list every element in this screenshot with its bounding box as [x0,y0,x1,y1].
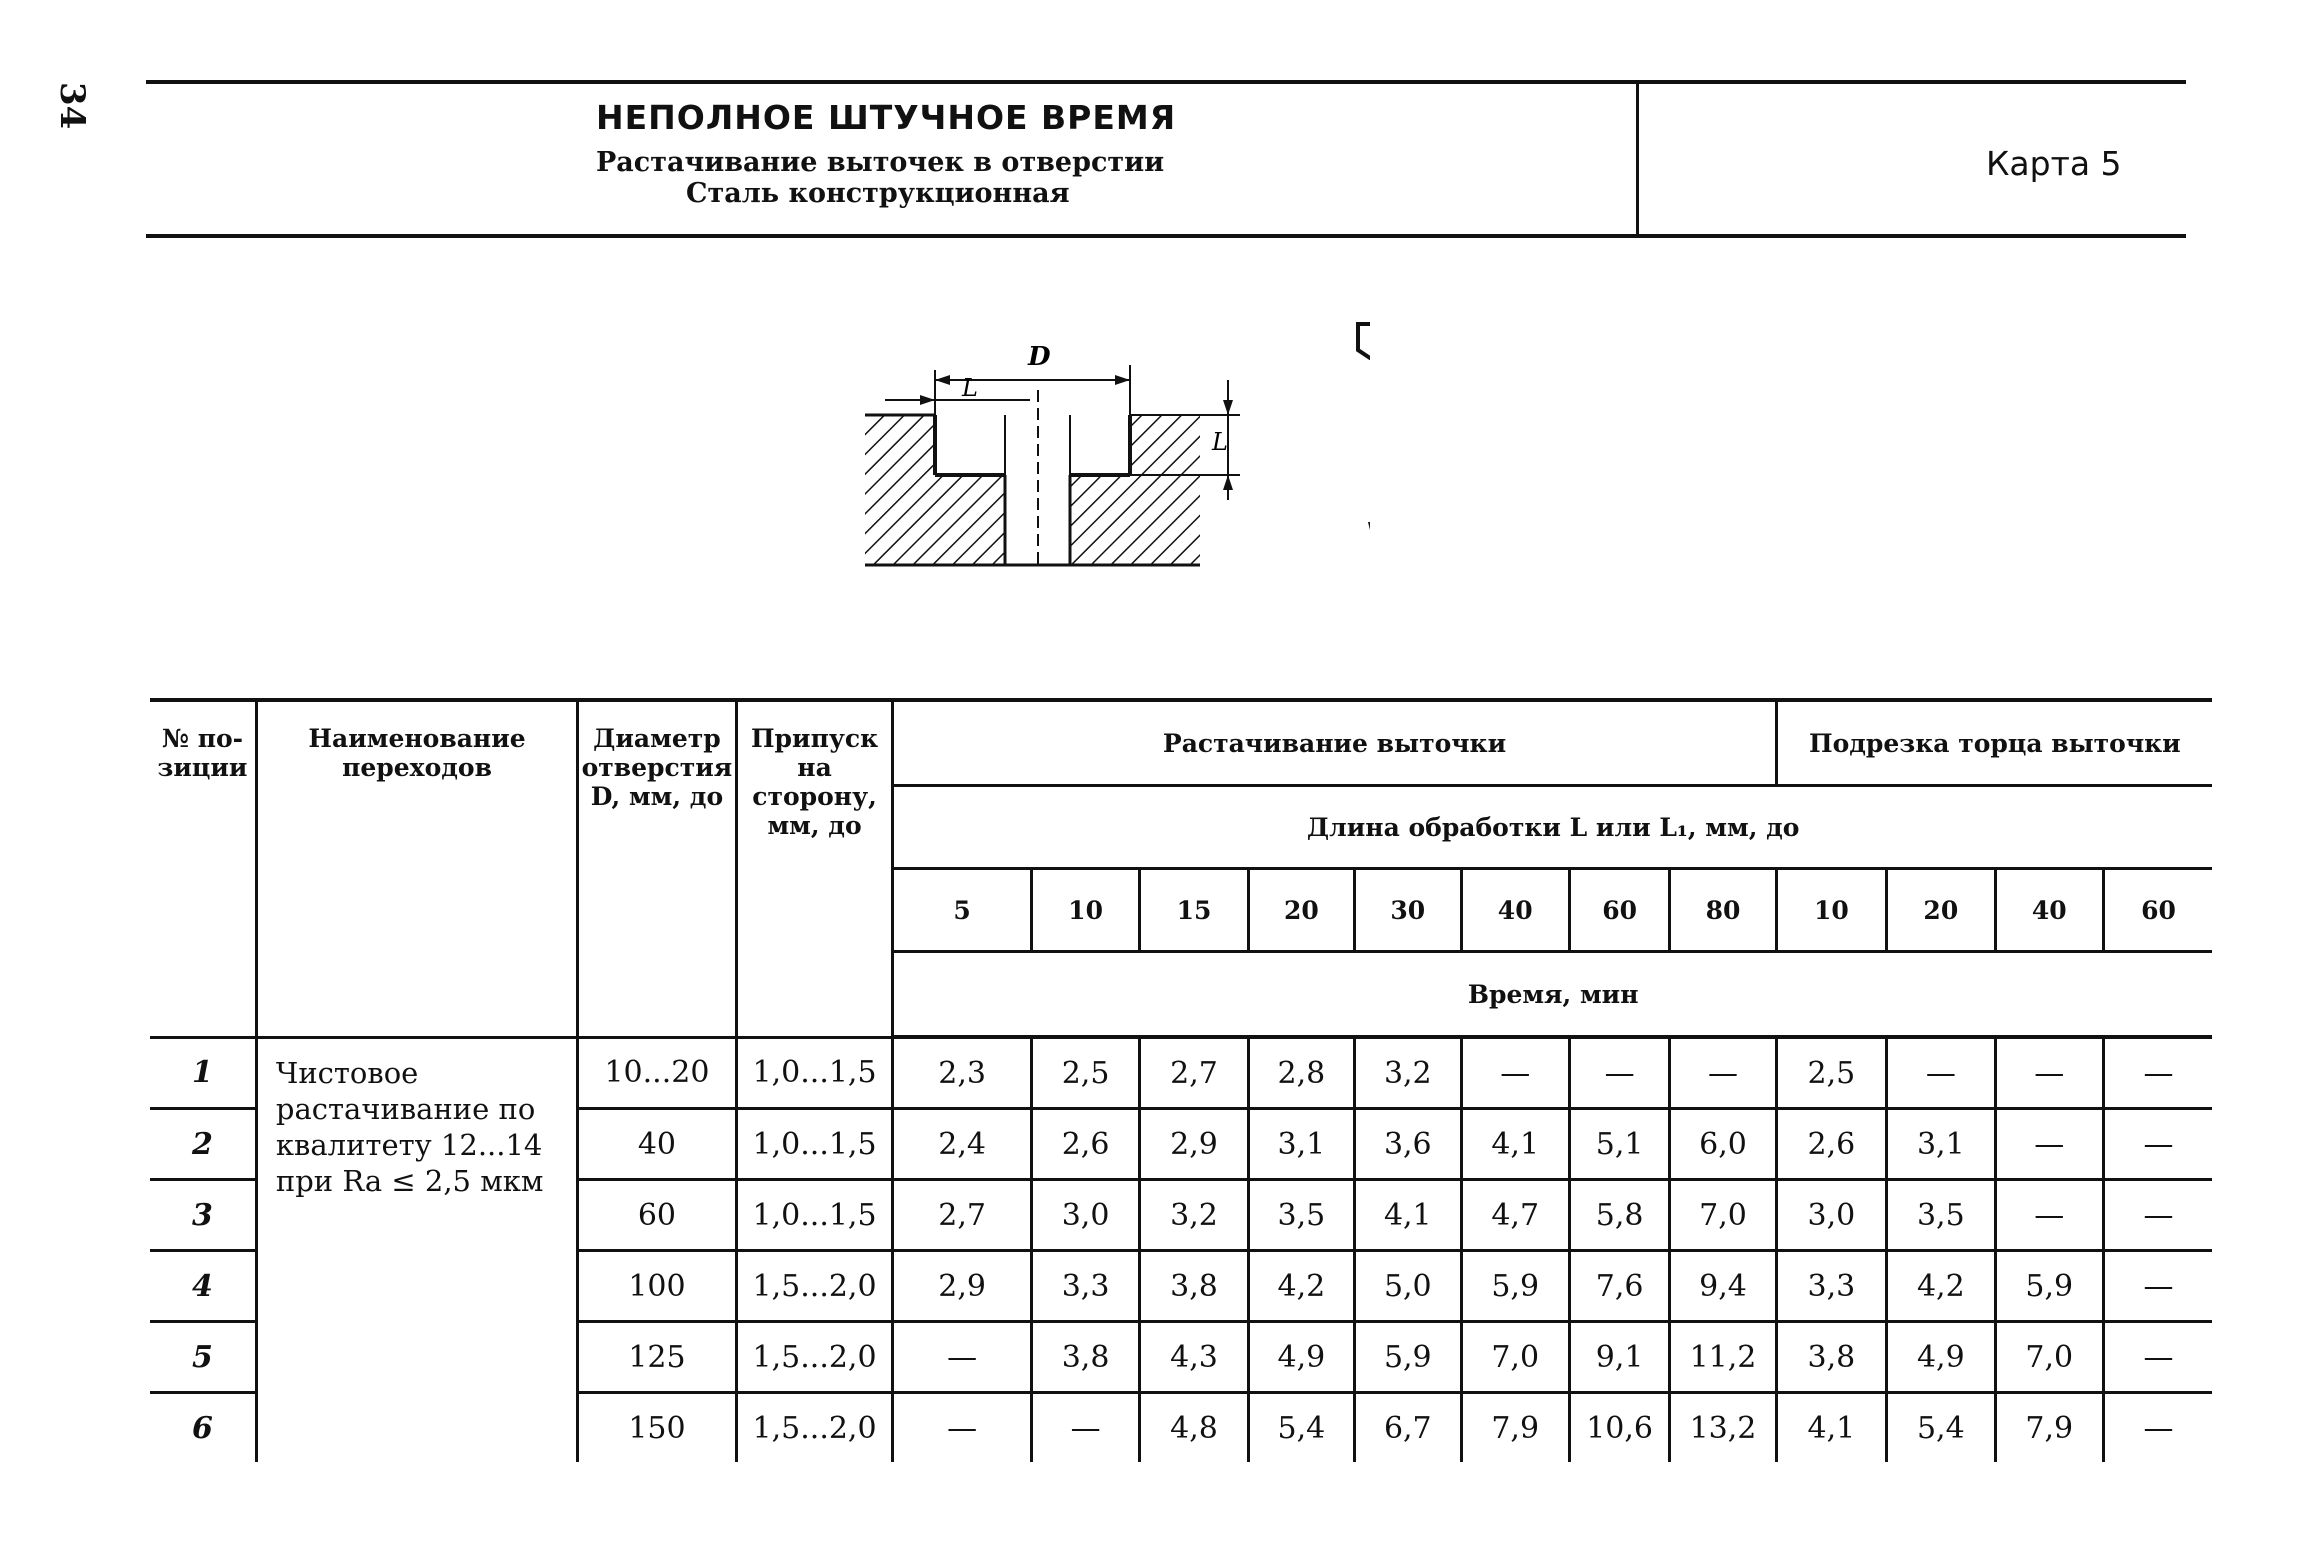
time-cell: 2,4 [893,1109,1032,1180]
position-cell: 2 [150,1109,256,1180]
time-cell: 3,6 [1355,1109,1461,1180]
material-subtitle: Сталь конструкционная [686,178,1070,209]
time-cell: 7,0 [1461,1322,1569,1393]
time-cell: 2,7 [893,1180,1032,1251]
time-cell: — [893,1322,1032,1393]
allowance-cell: 1,5...2,0 [736,1393,893,1463]
position-cell: 1 [150,1037,256,1109]
header-boring-group: Растачивание выточки [893,700,1776,786]
time-cell: 3,2 [1140,1180,1248,1251]
length-boring: 20 [1248,869,1354,952]
time-cell: 7,6 [1569,1251,1669,1322]
time-cell: 5,0 [1355,1251,1461,1322]
time-cell: — [1670,1037,1776,1109]
time-cell: 3,8 [1140,1251,1248,1322]
time-cell: 2,7 [1140,1037,1248,1109]
time-cell: 5,4 [1887,1393,1995,1463]
position-cell: 4 [150,1251,256,1322]
time-cell: 5,4 [1248,1393,1354,1463]
length-facing: 40 [1995,869,2103,952]
time-cell: 4,1 [1776,1393,1886,1463]
time-cell: — [1995,1180,2103,1251]
label-l1: L [1212,428,1228,456]
time-cell: — [1031,1393,1139,1463]
time-cell: 4,1 [1461,1109,1569,1180]
time-cell: 3,0 [1031,1180,1139,1251]
time-cell: 6,7 [1355,1393,1461,1463]
time-cell: 7,9 [1995,1393,2103,1463]
card-label: Карта 5 [1986,144,2122,183]
length-facing: 60 [2103,869,2212,952]
time-cell: 2,6 [1031,1109,1139,1180]
allowance-cell: 1,0...1,5 [736,1037,893,1109]
time-cell: 5,8 [1569,1180,1669,1251]
time-cell: 2,5 [1031,1037,1139,1109]
header-divider [1636,84,1639,234]
position-cell: 5 [150,1322,256,1393]
operation-subtitle: Растачивание выточек в отверстии [596,147,1165,178]
time-cell: 11,2 [1670,1322,1776,1393]
position-cell: 6 [150,1393,256,1463]
time-cell: — [2103,1322,2212,1393]
header-time: Время, мин [893,952,2212,1038]
header-transition-name: Наименование переходов [256,700,577,1037]
time-cell: 2,8 [1248,1037,1354,1109]
time-norms-table [150,698,2212,1462]
page-number: 34 [52,82,92,130]
diameter-cell: 100 [578,1251,737,1322]
time-cell: 3,1 [1887,1109,1995,1180]
dimension-l [885,374,1030,405]
time-norms-table-wrap [150,698,2212,1462]
time-cell: 2,5 [1776,1037,1886,1109]
allowance-cell: 1,0...1,5 [736,1109,893,1180]
time-cell: 6,0 [1670,1109,1776,1180]
time-cell: 4,2 [1248,1251,1354,1322]
time-cell: 5,1 [1569,1109,1669,1180]
diameter-cell: 150 [578,1393,737,1463]
time-cell: 3,2 [1355,1037,1461,1109]
length-facing: 20 [1887,869,1995,952]
time-cell: 3,3 [1031,1251,1139,1322]
time-cell: 3,8 [1776,1322,1886,1393]
title-block [596,98,1596,209]
time-cell: — [2103,1109,2212,1180]
table-body [150,1037,2212,1462]
time-cell: 7,0 [1995,1322,2103,1393]
length-boring: 5 [893,869,1032,952]
length-boring: 40 [1461,869,1569,952]
time-cell: 4,3 [1140,1322,1248,1393]
position-cell: 3 [150,1180,256,1251]
time-cell: — [1569,1037,1669,1109]
document-header [146,80,2186,238]
diameter-cell: 40 [578,1109,737,1180]
diameter-cell: 60 [578,1180,737,1251]
allowance-cell: 1,0...1,5 [736,1180,893,1251]
allowance-cell: 1,5...2,0 [736,1322,893,1393]
time-cell: 5,9 [1461,1251,1569,1322]
time-cell: 13,2 [1670,1393,1776,1463]
label-l: L [962,374,978,402]
time-cell: — [2103,1180,2212,1251]
time-cell: 9,4 [1670,1251,1776,1322]
time-cell: 3,0 [1776,1180,1886,1251]
diameter-cell: 10...20 [578,1037,737,1109]
transition-name-cell: Чистовое растачивание по квалитету 12...14 при Ra ≤ 2,5 мкм [256,1037,577,1462]
time-cell: 4,1 [1355,1180,1461,1251]
length-boring: 80 [1670,869,1776,952]
header-allowance: Припуск на сторону, мм, до [736,700,893,1037]
time-cell: 10,6 [1569,1393,1669,1463]
length-boring: 10 [1031,869,1139,952]
time-cell: 9,1 [1569,1322,1669,1393]
time-cell: 2,9 [1140,1109,1248,1180]
time-cell: 4,9 [1887,1322,1995,1393]
diameter-cell: 125 [578,1322,737,1393]
label-d: D [1028,342,1051,372]
time-cell: 5,9 [1995,1251,2103,1322]
header-facing-group: Подрезка торца выточки [1776,700,2212,786]
length-facing: 10 [1776,869,1886,952]
header-length: Длина обработки L или L₁, мм, до [893,786,2212,869]
boring-tool [1358,324,1370,545]
allowance-cell: 1,5...2,0 [736,1251,893,1322]
length-boring: 60 [1569,869,1669,952]
time-cell: 7,9 [1461,1393,1569,1463]
document-title: НЕПОЛНОЕ ШТУЧНОЕ ВРЕМЯ [596,98,1177,137]
header-position: № по-зиции [150,700,256,1037]
time-cell: 2,3 [893,1037,1032,1109]
time-cell: 3,5 [1887,1180,1995,1251]
time-cell: 4,7 [1461,1180,1569,1251]
time-cell: — [1887,1037,1995,1109]
table-row [150,1037,2212,1109]
time-cell: 4,8 [1140,1393,1248,1463]
time-cell: — [2103,1393,2212,1463]
time-cell: 7,0 [1670,1180,1776,1251]
time-cell: — [1995,1037,2103,1109]
time-cell: 3,3 [1776,1251,1886,1322]
time-cell: 2,9 [893,1251,1032,1322]
time-cell: — [2103,1037,2212,1109]
length-boring: 15 [1140,869,1248,952]
time-cell: 3,1 [1248,1109,1354,1180]
time-cell: 5,9 [1355,1322,1461,1393]
time-cell: — [1461,1037,1569,1109]
time-cell: 4,9 [1248,1322,1354,1393]
time-cell: — [893,1393,1032,1463]
time-cell: — [1995,1109,2103,1180]
workpiece-section [865,390,1200,565]
boring-sketch [850,310,1370,570]
time-cell: 2,6 [1776,1109,1886,1180]
time-cell: 3,8 [1031,1322,1139,1393]
time-cell: — [2103,1251,2212,1322]
header-diameter: Диаметр отверстия D, мм, до [578,700,737,1037]
length-boring: 30 [1355,869,1461,952]
time-cell: 3,5 [1248,1180,1354,1251]
time-cell: 4,2 [1887,1251,1995,1322]
